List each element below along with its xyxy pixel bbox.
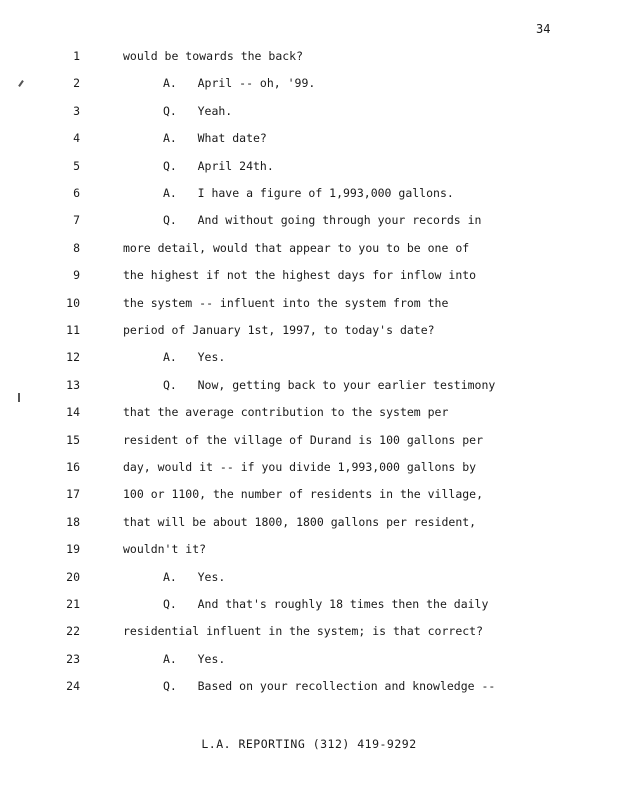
line-number: 22 <box>66 624 80 639</box>
line-number: 19 <box>66 542 80 557</box>
line-number: 7 <box>73 213 80 228</box>
line-text: period of January 1st, 1997, to today's date? <box>123 323 435 337</box>
line-number: 20 <box>66 569 80 584</box>
line-text: A. Yes. <box>163 569 226 584</box>
line-text: wouldn't it? <box>123 542 207 557</box>
line-number: 9 <box>73 268 80 283</box>
line-text: the system -- influent into the system from the <box>123 295 449 310</box>
line-text: that the average contribution to the system per <box>123 405 449 420</box>
line-number: 8 <box>73 240 80 255</box>
line-number: 11 <box>66 323 80 337</box>
line-number: 21 <box>66 597 80 611</box>
line-number: 6 <box>73 186 80 200</box>
line-text: resident of the village of Durand is 100 gallons per <box>123 432 484 447</box>
line-number: 15 <box>66 432 80 447</box>
line-number: 23 <box>66 651 80 666</box>
footer-reporter: L.A. REPORTING (312) 419-9292 <box>201 737 417 751</box>
line-text: Q. Now, getting back to your earlier testimony <box>163 377 496 392</box>
line-text: Q. And that's roughly 18 times then the daily <box>163 597 489 611</box>
line-text: A. Yes. <box>163 350 226 365</box>
line-number: 2 <box>73 76 80 91</box>
line-text: the highest if not the highest days for inflow into <box>123 268 477 283</box>
line-text: day, would it -- if you divide 1,993,000 gallons by <box>123 460 477 474</box>
line-text: Q. Yeah. <box>163 103 233 118</box>
line-number: 3 <box>73 103 80 118</box>
margin-mark <box>18 393 20 402</box>
line-number: 10 <box>66 295 80 310</box>
line-number: 17 <box>66 487 80 502</box>
line-text: A. Yes. <box>163 651 226 666</box>
line-text: more detail, would that appear to you to be one of <box>123 240 470 255</box>
line-number: 1 <box>73 49 80 63</box>
line-number: 24 <box>66 679 80 694</box>
line-text: would be towards the back? <box>123 49 304 63</box>
line-text: A. What date? <box>163 131 267 146</box>
line-number: 12 <box>66 350 80 365</box>
line-number: 16 <box>66 460 80 474</box>
line-number: 5 <box>73 158 80 173</box>
line-text: A. I have a figure of 1,993,000 gallons. <box>163 186 454 200</box>
line-text: A. April -- oh, '99. <box>163 76 316 91</box>
line-text: residential influent in the system; is that correct? <box>123 624 484 639</box>
line-text: 100 or 1100, the number of residents in the village, <box>123 487 484 502</box>
line-text: Q. And without going through your records in <box>163 213 482 228</box>
margin-mark <box>18 80 24 87</box>
line-number: 13 <box>66 377 80 392</box>
line-number: 4 <box>73 131 80 146</box>
line-text: that will be about 1800, 1800 gallons per resident, <box>123 514 477 529</box>
line-text: Q. Based on your recollection and knowledge -- <box>163 679 496 694</box>
page-number: 34 <box>536 22 551 36</box>
line-number: 18 <box>66 514 80 529</box>
line-number: 14 <box>66 405 80 420</box>
line-text: Q. April 24th. <box>163 158 274 173</box>
